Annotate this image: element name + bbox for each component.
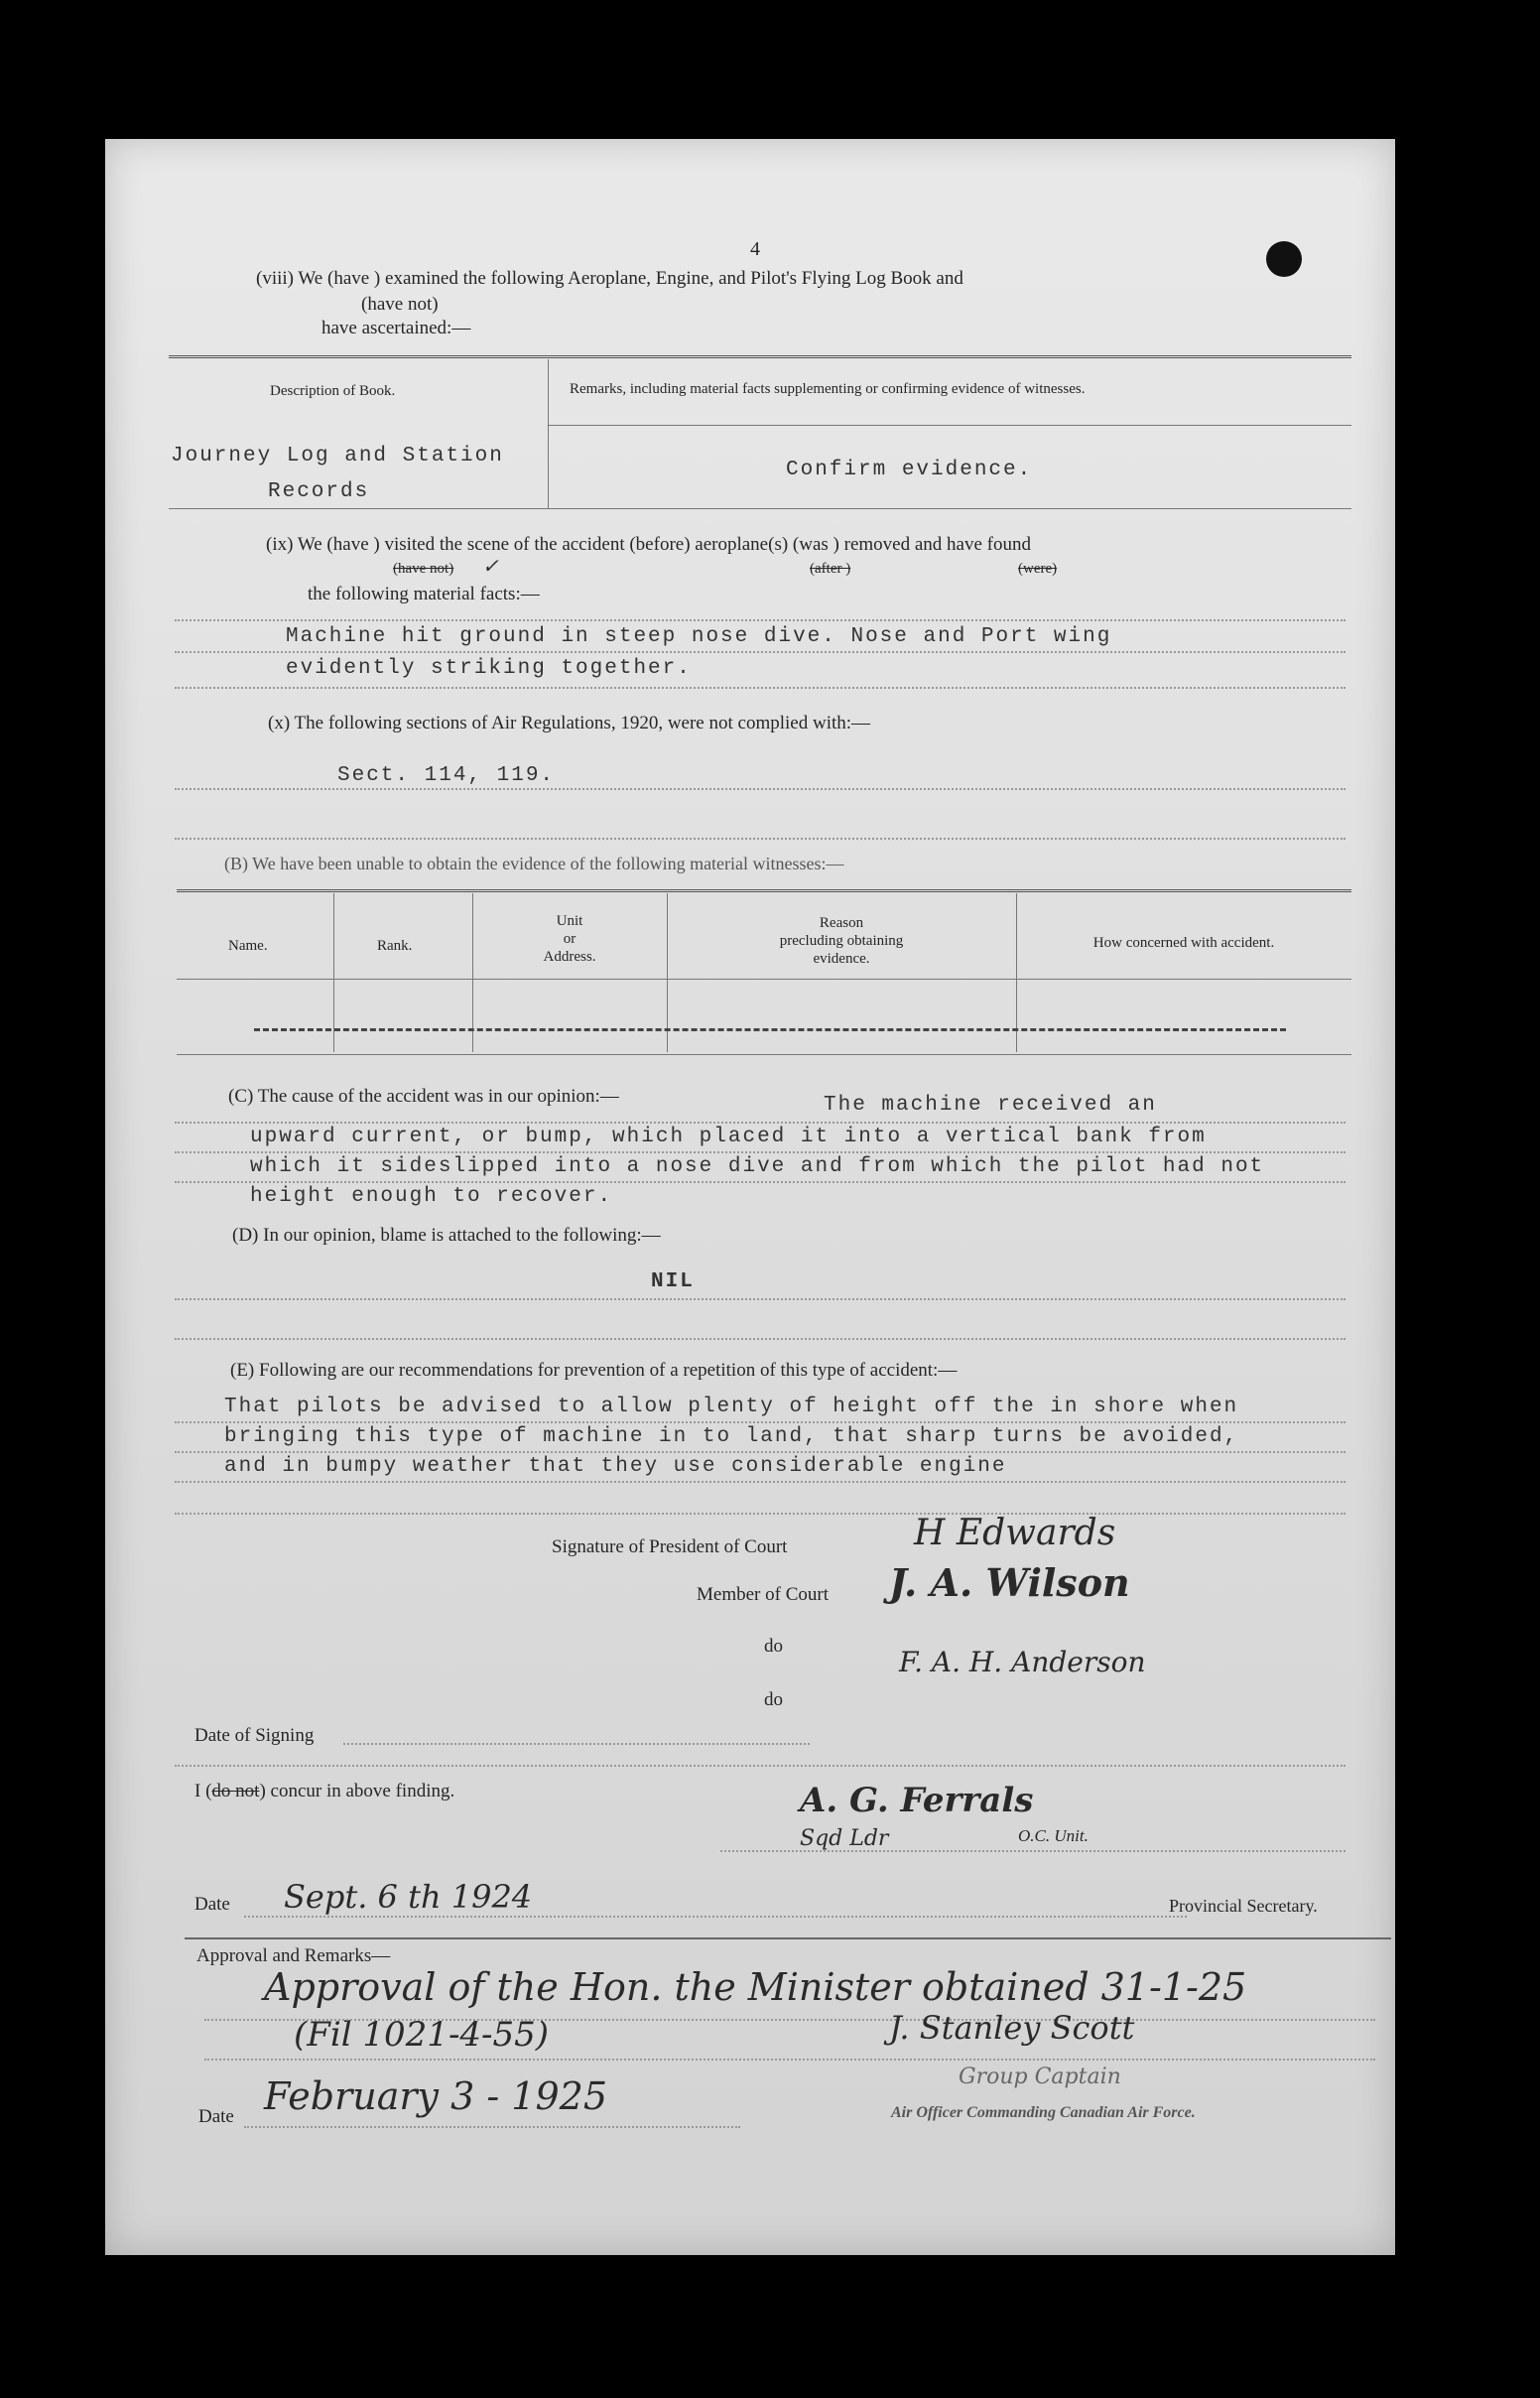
dotted-line bbox=[175, 687, 1346, 689]
member-of-court-label: Member of Court bbox=[697, 1584, 829, 1605]
witness-header-name: Name. bbox=[228, 938, 268, 954]
dotted-line bbox=[175, 838, 1346, 840]
oc-unit-label: O.C. Unit. bbox=[1018, 1826, 1089, 1845]
fact-line-1: Machine hit ground in steep nose dive. Nose and Port wing bbox=[286, 625, 1112, 648]
witness-header-rule bbox=[177, 979, 1351, 980]
date-label: Date bbox=[194, 1894, 230, 1915]
table-bottom-rule bbox=[169, 508, 1351, 509]
dotted-line bbox=[244, 2126, 740, 2128]
section-x-value: Sect. 114, 119. bbox=[337, 764, 556, 787]
section-e-label: (E) Following are our recommendations for prevention of a repetition of this type of accident:— bbox=[230, 1360, 958, 1381]
approval-date-value: February 3 - 1925 bbox=[264, 2074, 607, 2118]
section-viii-label: (viii) We (have ) examined the following Aeroplane, Engine, and Pilot's Flying Log Book and bbox=[256, 268, 963, 289]
member-signature-2: F. A. H. Anderson bbox=[899, 1646, 1146, 1678]
book-remark: Confirm evidence. bbox=[786, 459, 1033, 481]
officer-signature: J. Stanley Scott bbox=[889, 2009, 1135, 2047]
approval-date-label: Date bbox=[198, 2106, 234, 2127]
book-table-header-description: Description of Book. bbox=[270, 383, 396, 399]
dotted-line bbox=[175, 1122, 1346, 1124]
oc-signature: A. G. Ferrals bbox=[800, 1781, 1034, 1820]
recommendation-line-1: That pilots be advised to allow plenty of height off the in shore when bbox=[224, 1396, 1239, 1418]
witness-header-unit-1: Unit bbox=[556, 913, 583, 929]
dotted-line bbox=[175, 1451, 1346, 1453]
witness-header-how: How concerned with accident. bbox=[1092, 935, 1275, 951]
president-signature-label: Signature of President of Court bbox=[552, 1536, 788, 1557]
witness-empty-row-dashes bbox=[254, 1028, 1286, 1031]
section-ix-material-facts: the following material facts:— bbox=[308, 584, 540, 604]
section-ix-were: (were) bbox=[1018, 561, 1058, 577]
dotted-line bbox=[175, 1151, 1346, 1153]
section-ix-after: (after ) bbox=[810, 561, 851, 577]
date-of-signing-label: Date of Signing bbox=[194, 1725, 315, 1746]
section-c-label: (C) The cause of the accident was in our opinion:— bbox=[228, 1086, 619, 1107]
dotted-line bbox=[175, 788, 1346, 790]
approval-label: Approval and Remarks— bbox=[196, 1945, 391, 1966]
section-ix-have-not: (have not) bbox=[393, 561, 454, 577]
do-label-2: do bbox=[764, 1689, 783, 1710]
concur-text: I (do not) concur in above finding. bbox=[194, 1781, 455, 1801]
dotted-line bbox=[343, 1743, 810, 1745]
section-viii-ascertained: have ascertained:— bbox=[321, 318, 471, 338]
dotted-line bbox=[175, 1181, 1346, 1183]
approval-line-1: Approval of the Hon. the Minister obtained 31-1-25 bbox=[264, 1965, 1247, 2009]
dotted-line bbox=[175, 1421, 1346, 1423]
document-page bbox=[105, 139, 1395, 2255]
table-divider bbox=[548, 359, 549, 508]
section-x-label: (x) The following sections of Air Regulations, 1920, were not complied with:— bbox=[268, 713, 871, 733]
section-ix-label: (ix) We (have ) visited the scene of the accident (before) aeroplane(s) (was ) removed and have found bbox=[266, 534, 1031, 555]
dotted-line bbox=[175, 1513, 1346, 1515]
air-officer-title: Air Officer Commanding Canadian Air Force. bbox=[891, 2104, 1196, 2121]
dotted-line bbox=[175, 619, 1346, 621]
approval-top-rule bbox=[185, 1937, 1391, 1939]
section-d-label: (D) In our opinion, blame is attached to the following:— bbox=[232, 1225, 661, 1246]
cause-line-4: height enough to recover. bbox=[250, 1185, 613, 1208]
recommendation-line-2: bringing this type of machine in to land, that sharp turns be avoided, bbox=[224, 1425, 1239, 1448]
dotted-line bbox=[175, 1298, 1346, 1300]
cause-line-1: The machine received an bbox=[824, 1094, 1157, 1117]
page-number: 4 bbox=[750, 238, 760, 260]
fact-line-2: evidently striking together. bbox=[286, 657, 692, 680]
book-description-line1: Journey Log and Station bbox=[171, 445, 504, 467]
witness-header-reason-2: precluding obtaining bbox=[779, 933, 904, 949]
punch-hole bbox=[1266, 241, 1302, 277]
approval-line-2: (Fil 1021-4-55) bbox=[294, 2015, 550, 2055]
dotted-line bbox=[175, 1338, 1346, 1340]
witness-header-reason-3: evidence. bbox=[813, 951, 870, 967]
table-top-rule bbox=[169, 355, 1351, 358]
dotted-line bbox=[204, 2059, 1375, 2061]
officer-rank: Group Captain bbox=[959, 2065, 1121, 2089]
recommendation-line-3: and in bumpy weather that they use considerable engine bbox=[224, 1455, 1007, 1478]
initials-mark-1: ✓ bbox=[482, 554, 499, 578]
dotted-line bbox=[204, 2019, 1375, 2021]
section-viii-have-not: (have not) bbox=[361, 294, 439, 315]
witness-header-reason-1: Reason bbox=[819, 915, 864, 931]
dotted-line bbox=[720, 1850, 1346, 1852]
witness-header-unit-2: or bbox=[563, 931, 577, 947]
cause-line-2: upward current, or bump, which placed it into a vertical bank from bbox=[250, 1126, 1207, 1148]
oc-rank: Sqd Ldr bbox=[800, 1826, 889, 1851]
witness-header-unit-3: Address. bbox=[543, 949, 596, 965]
book-description-line2: Records bbox=[268, 480, 370, 503]
section-b-label: (B) We have been unable to obtain the evidence of the following material witnesses:— bbox=[224, 854, 844, 873]
witness-header-rank: Rank. bbox=[377, 938, 413, 954]
witness-table-top-rule bbox=[177, 889, 1351, 892]
cause-line-3: which it sideslipped into a nose dive and from which the pilot had not bbox=[250, 1155, 1265, 1178]
witness-table-bottom-rule bbox=[177, 1054, 1351, 1055]
president-signature: H Edwards bbox=[914, 1513, 1116, 1553]
member-signature: J. A. Wilson bbox=[889, 1560, 1130, 1605]
dotted-line bbox=[175, 1765, 1346, 1767]
date-value: Sept. 6 th 1924 bbox=[284, 1878, 533, 1916]
do-label-1: do bbox=[764, 1636, 783, 1657]
table-header-rule bbox=[548, 425, 1351, 426]
provincial-secretary-label: Provincial Secretary. bbox=[1169, 1896, 1318, 1916]
dotted-line bbox=[175, 651, 1346, 653]
dotted-line bbox=[175, 1481, 1346, 1483]
book-table-header-remarks: Remarks, including material facts supplementing or confirming evidence of witnesses. bbox=[570, 381, 1086, 397]
dotted-line bbox=[244, 1916, 1187, 1918]
blame-value: NIL bbox=[651, 1270, 695, 1293]
